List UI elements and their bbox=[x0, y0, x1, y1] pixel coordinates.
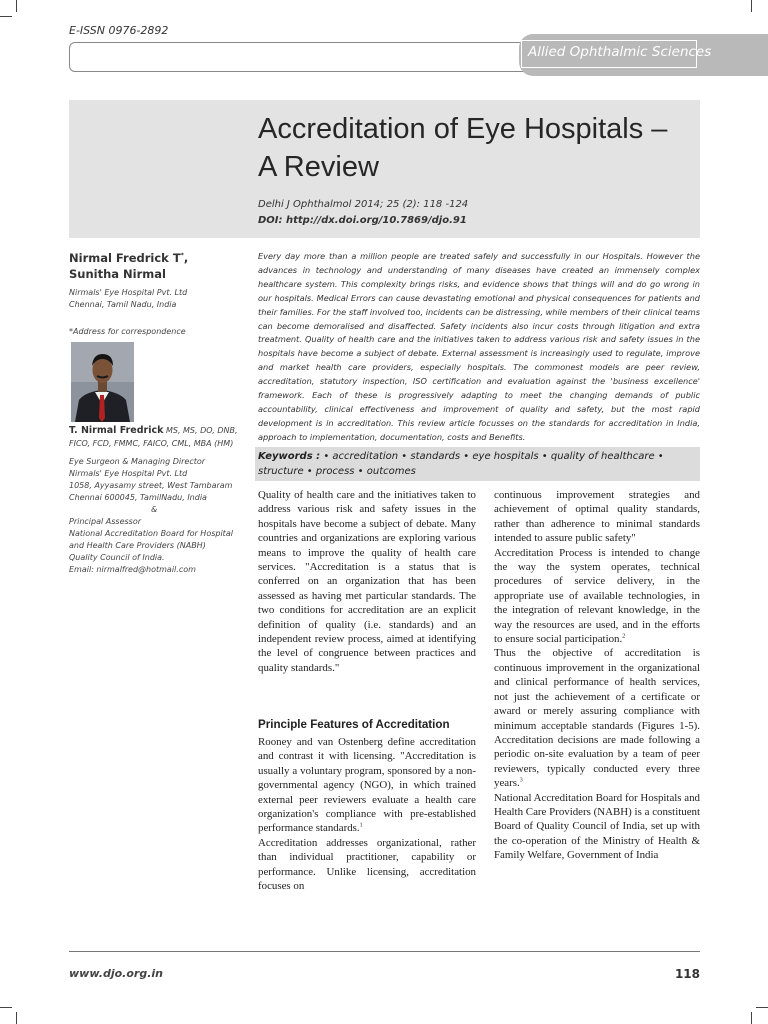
author-photo bbox=[71, 342, 134, 422]
bio-line: Nirmals' Eye Hospital Pvt. Ltd bbox=[69, 469, 188, 478]
bio-line: National Accreditation Board for Hospital bbox=[69, 529, 233, 538]
paragraph-text: Accreditation Process is intended to change the way the system operates, technical procedures of service delivery, in the appropriate use of available technologies, in the integration of relevant knowledge, in the way the resources are used, and in the efforts to ensure social participation. bbox=[494, 546, 700, 646]
section-heading: Principle Features of Accreditation bbox=[258, 718, 450, 731]
body-paragraph: National Accreditation Board for Hospitals and Health Care Providers (NABH) is a constituent Board of Quality Council of India, set up with the co-operation of the Ministry of Health & Family Welfare, Government of India bbox=[494, 791, 700, 862]
keywords-list: • accreditation • standards • eye hospitals • quality of healthcare • structure • process • outcomes bbox=[258, 451, 664, 477]
issn-label: E-ISSN 0976-2892 bbox=[69, 24, 169, 37]
page-number: 118 bbox=[674, 967, 700, 981]
author-name: Sunitha Nirmal bbox=[69, 267, 166, 281]
bio-line: and Health Care Providers (NABH) bbox=[69, 541, 206, 550]
body-column-left-top bbox=[258, 488, 476, 675]
article-title: Accreditation of Eye Hospitals – A Review bbox=[258, 113, 668, 183]
abstract: Every day more than a million people are treated safely and successfully in our Hospitals. However the advances in technology and understanding of many diseases have created an immensely complex healthcare system. This complexity brings risks, and evidence shows that things will and do go wrong in our hospitals. Medical Errors can cause devastating emotional and physical consequences for patients and their families. For the staff involved too, incidents can be distressing, while members of their clinical teams can become demoralised and disaffected. Safety incidents also incur costs through litigation and extra treatment. Quality of health care and the initiatives taken to address various risk and safety issues in the hospitals have become a subject of debate. External assessment is increasingly used to regulate, improve and market health care providers, especially hospitals. The commonest models are peer review, accreditation, statutory inspection, ISO certification and evaluation against the 'business excellence' framework. Each of these is progressively adapting to meet the changing demands of public accountability, clinical effectiveness and improvement of quality and safety, but the most rapid development is in accreditation. This review article focusses on the standards for accreditation in India, approach to implementation, documentation, costs and Benefits. bbox=[258, 251, 700, 442]
bio-line: Chennai 600045, TamilNadu, India bbox=[69, 493, 207, 502]
bio-line: 1058, Ayyasamy street, West Tambaram bbox=[69, 481, 233, 490]
citation: Delhi J Ophthalmol 2014; 25 (2): 118 -124 bbox=[258, 199, 469, 210]
reference-marker[interactable]: 1 bbox=[359, 822, 363, 829]
bio-line: & bbox=[151, 505, 158, 514]
affiliation bbox=[69, 287, 249, 310]
body-column-right bbox=[494, 488, 700, 863]
website-link[interactable]: www.djo.org.in bbox=[69, 967, 163, 980]
body-paragraph bbox=[258, 735, 476, 836]
bio-details bbox=[69, 456, 259, 576]
bio-credentials: MS, MS, DO, DNB, FICO, FCD, FMMC, FAICO, CML, MBA (HM) bbox=[69, 426, 238, 448]
bio-header bbox=[69, 424, 259, 450]
bio-email[interactable]: Email: nirmalfred@hotmail.com bbox=[69, 565, 196, 574]
keywords-label: Keywords : bbox=[258, 451, 321, 462]
correspondence-marker: * bbox=[180, 252, 184, 260]
bio-line: Quality Council of India. bbox=[69, 553, 165, 562]
doi-link[interactable]: DOI: http://dx.doi.org/10.7869/djo.91 bbox=[258, 215, 467, 226]
author-separator: , bbox=[183, 251, 189, 265]
journal-section-label: Allied Ophthalmic Sciences bbox=[528, 44, 712, 60]
affiliation-line: Chennai, Tamil Nadu, India bbox=[69, 299, 177, 309]
body-column-left-bottom bbox=[258, 735, 476, 893]
reference-marker[interactable]: 3 bbox=[519, 777, 523, 784]
bio-line: Eye Surgeon & Managing Director bbox=[69, 457, 206, 466]
body-paragraph: continuous improvement strategies and achievement of optimal quality standards, rather than adherence to minimal standards intended to assure public safety" bbox=[494, 489, 700, 545]
footer-divider bbox=[69, 951, 700, 952]
bio-line: Principal Assessor bbox=[69, 517, 142, 526]
body-paragraph: Quality of health care and the initiatives taken to address various risk and safety issues in the hospitals have become a subject of debate. Many countries and organizations are exploring various means to improve the quality of health care services. "Accreditation is a status that is conferred on an organization that has been assessed as having met particular standards. The two conditions for accreditation are an explicit definition of quality (i.e. standards) and an independent review process, aimed at identifying the level of congruence between practices and quality standards." bbox=[258, 489, 476, 674]
keywords bbox=[258, 450, 694, 479]
reference-marker[interactable]: 2 bbox=[622, 633, 626, 640]
bio-name: T. Nirmal Fredrick bbox=[69, 425, 164, 436]
paragraph-text: Thus the objective of accreditation is continuous improvement in the organizational and clinical performance of health services, not just the achievement of a certificate or award or merely assuring compliance with minimum acceptable standards (Figures 1-5). Accreditation decisions are made following a periodic on-site evaluation by a team of peer reviewers, typically conducted every three years. bbox=[494, 647, 700, 790]
author-name: Nirmal Fredrick T bbox=[69, 251, 181, 265]
body-paragraph: Accreditation addresses organizational, rather than individual practitioner, capability or performance. Unlike licensing, accreditation focuses on bbox=[258, 836, 476, 893]
body-paragraph bbox=[494, 646, 700, 790]
affiliation-line: Nirmals' Eye Hospital Pvt. Ltd bbox=[69, 288, 188, 297]
body-paragraph bbox=[494, 546, 700, 647]
correspondence-note: *Address for correspondence bbox=[69, 327, 186, 336]
paragraph-text: Rooney and van Ostenberg define accreditation and contrast it with licensing. "Accreditation is usually a voluntary program, sponsored by a non-governmental agency (NGO), in which trained external peer reviewers evaluate a health care organization's compliance with pre-established performance standards. bbox=[258, 736, 476, 835]
author-list bbox=[69, 250, 249, 282]
